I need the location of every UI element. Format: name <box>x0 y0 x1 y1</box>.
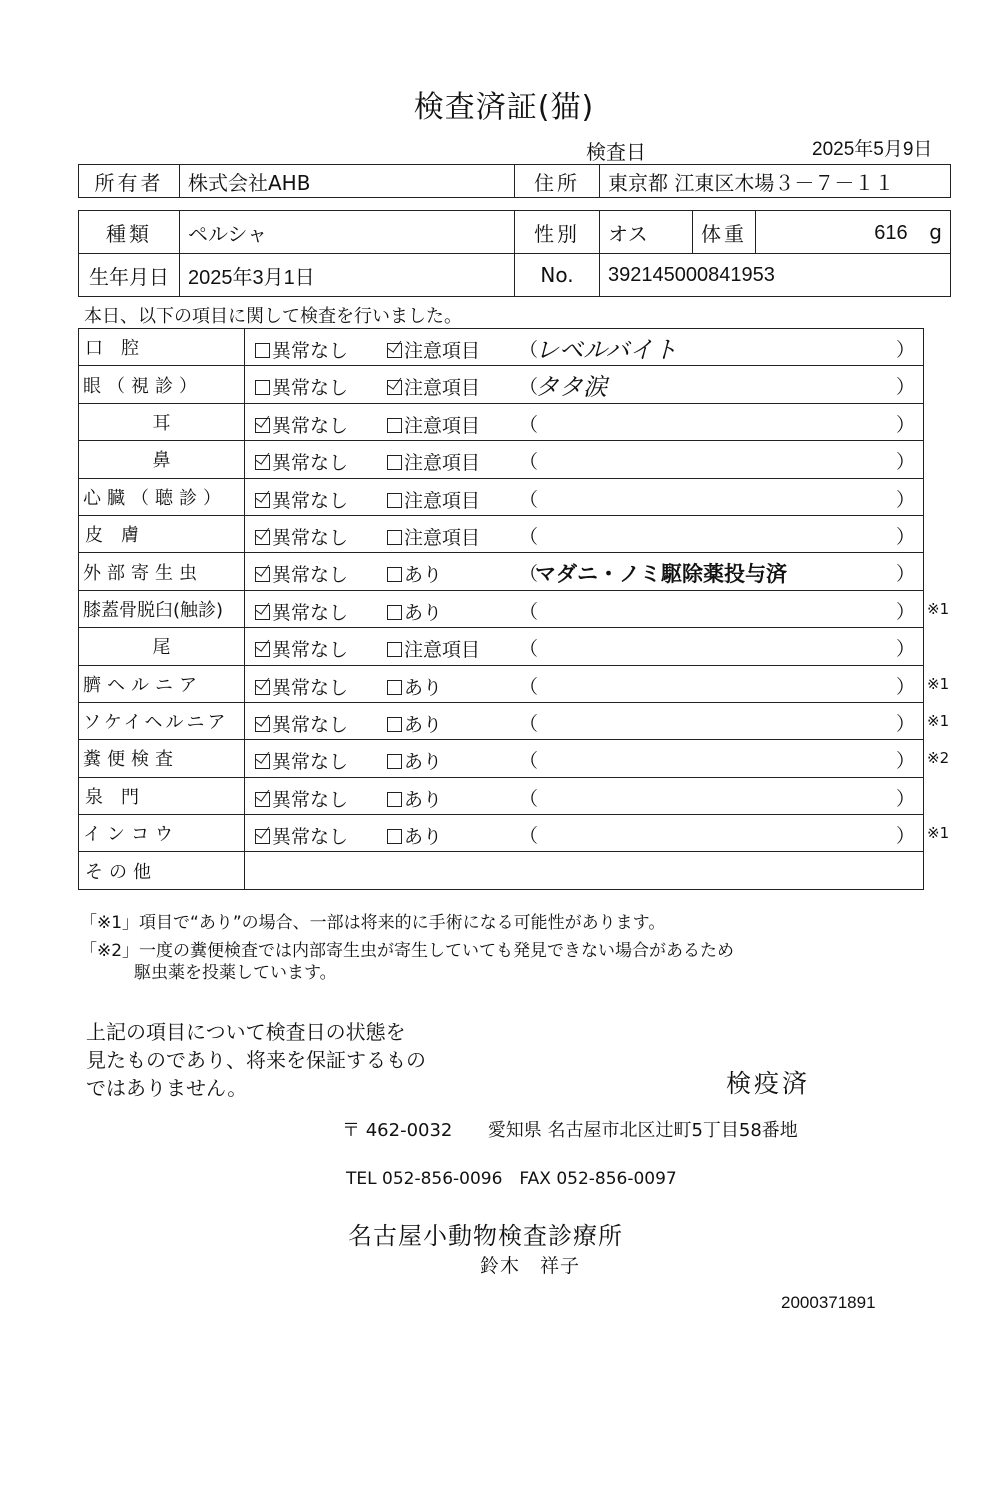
checkbox-icon <box>255 829 270 844</box>
birth-label: 生年月日 <box>79 254 180 297</box>
finding-option <box>387 747 442 774</box>
paren-close: ） <box>895 750 915 773</box>
option-label: 異常なし <box>272 826 349 849</box>
option-label: 注意項目 <box>404 526 481 549</box>
checkbox-icon <box>255 792 270 807</box>
checkbox-icon <box>255 493 270 508</box>
paren-close: ） <box>895 787 915 810</box>
paren-open: （ <box>519 712 539 735</box>
breed-label: 種類 <box>79 211 180 254</box>
breed-value: ペルシャ <box>180 211 515 254</box>
finding-option <box>387 635 480 662</box>
item-label: 臍ヘルニア <box>79 666 245 702</box>
table-row <box>79 703 950 740</box>
option-label: 異常なし <box>272 340 349 362</box>
checkbox-icon <box>387 717 402 732</box>
remark-text: レベルバイト <box>535 336 678 364</box>
table-row <box>79 516 924 553</box>
option-label: あり <box>404 788 443 811</box>
paren-open: （ <box>519 638 539 661</box>
finding-option <box>387 785 442 812</box>
sex-label: 性別 <box>515 211 600 254</box>
note-mark: ※1 <box>927 599 950 618</box>
checkbox-icon <box>255 567 270 582</box>
paren-close: ） <box>895 712 915 735</box>
note-mark: ※1 <box>927 824 950 843</box>
normal-option <box>255 560 348 587</box>
finding-option <box>387 336 480 363</box>
option-label: 異常なし <box>272 526 349 549</box>
finding-option <box>387 598 442 625</box>
option-label: 異常なし <box>272 676 349 699</box>
option-label: あり <box>404 676 443 699</box>
checkbox-icon <box>387 829 402 844</box>
table-row <box>79 591 950 628</box>
checkbox-icon <box>255 455 270 470</box>
option-label: 注意項目 <box>404 340 481 362</box>
item-label: 眼（視診） <box>79 366 245 402</box>
item-label: その他 <box>79 852 245 888</box>
checkbox-icon <box>255 754 270 769</box>
checkbox-icon <box>387 418 402 433</box>
paren-close: ） <box>895 638 915 661</box>
address-value: 東京都 江東区木場３－７－１１ <box>600 165 951 198</box>
paren-close: ） <box>895 525 915 548</box>
item-label: 泉 門 <box>79 778 245 814</box>
option-label: 異常なし <box>272 377 349 400</box>
option-label: 注意項目 <box>404 639 481 662</box>
exam-date-value: 2025年5月9日 <box>812 139 933 160</box>
pet-table <box>78 210 951 297</box>
finding-option <box>387 673 442 700</box>
normal-option <box>255 598 348 625</box>
birth-value: 2025年3月1日 <box>180 254 515 297</box>
table-row <box>79 553 924 590</box>
paren-open: （ <box>519 339 539 361</box>
option-label: 異常なし <box>272 452 349 475</box>
normal-option <box>255 635 348 662</box>
paren-open: （ <box>519 825 539 848</box>
normal-option <box>255 785 348 812</box>
normal-option <box>255 448 348 475</box>
table-row <box>79 329 924 366</box>
owner-table <box>78 164 951 198</box>
normal-option <box>255 747 348 774</box>
table-row <box>79 628 924 665</box>
checkbox-icon <box>387 530 402 545</box>
checkbox-icon <box>387 567 402 582</box>
option-label: あり <box>404 751 443 774</box>
checkbox-icon <box>255 380 270 395</box>
clinic-name: 名古屋小動物検査診療所 <box>348 1222 623 1250</box>
option-label: 異常なし <box>272 639 349 662</box>
doctor-name: 鈴木 祥子 <box>480 1255 581 1277</box>
normal-option <box>255 822 348 849</box>
weight-unit: g <box>929 219 942 244</box>
table-row <box>79 666 950 703</box>
paren-close: ） <box>895 488 915 511</box>
document-number: 2000371891 <box>781 1293 876 1312</box>
paren-close: ） <box>895 376 915 399</box>
normal-option <box>255 336 348 363</box>
item-label: インコウ <box>79 815 245 851</box>
normal-option <box>255 411 348 438</box>
paren-open: （ <box>519 750 539 773</box>
owner-value: 株式会社AHB <box>180 165 515 198</box>
quarantine-stamp: 検疫済 <box>726 1069 811 1098</box>
checkbox-icon <box>255 680 270 695</box>
checkbox-icon <box>387 493 402 508</box>
paren-close: ） <box>895 413 915 436</box>
remark-text: タタ涙 <box>535 373 607 402</box>
finding-option <box>387 523 480 550</box>
inspection-table <box>78 328 950 890</box>
finding-option <box>387 560 442 587</box>
option-label: 注意項目 <box>404 377 481 400</box>
table-row <box>79 852 924 889</box>
exam-date-label: 検査日 <box>586 140 646 164</box>
item-label: 外部寄生虫 <box>79 553 245 589</box>
checkbox-icon <box>387 792 402 807</box>
item-label: 尾 <box>79 628 245 664</box>
paren-close: ） <box>895 675 915 698</box>
item-label: 皮 膚 <box>79 516 245 552</box>
checkbox-icon <box>255 605 270 620</box>
paren-close: ） <box>895 563 915 586</box>
option-label: 異常なし <box>272 751 349 774</box>
disclaimer-line: 上記の項目について検査日の状態を <box>86 1020 406 1044</box>
table-row <box>79 740 950 777</box>
paren-open: （ <box>519 675 539 698</box>
note-mark: ※1 <box>927 711 950 730</box>
table-row <box>79 441 924 478</box>
document-title: 検査済証(猫) <box>413 90 595 125</box>
option-label: あり <box>404 601 443 624</box>
paren-open: （ <box>519 451 539 474</box>
checkbox-icon <box>387 380 402 395</box>
disclaimer-line: 見たものであり、将来を保証するもの <box>86 1048 426 1072</box>
item-label: 耳 <box>79 404 245 440</box>
table-row <box>79 778 924 815</box>
finding-option <box>387 486 480 513</box>
item-label: 心臓（聴診） <box>79 479 245 515</box>
table-row <box>79 479 924 516</box>
paren-open: （ <box>519 600 539 623</box>
checkbox-icon <box>255 530 270 545</box>
paren-open: （ <box>519 563 539 586</box>
clinic-zip: 〒 462-0032 <box>342 1120 453 1141</box>
no-value: 392145000841953 <box>600 254 951 297</box>
remark-text: マダニ・ノミ駆除薬投与済 <box>535 562 787 587</box>
option-label: 異常なし <box>272 564 349 587</box>
option-label: 異常なし <box>272 489 349 512</box>
checkbox-icon <box>387 754 402 769</box>
option-label: あり <box>404 826 443 849</box>
paren-open: （ <box>519 376 539 399</box>
checkbox-icon <box>387 642 402 657</box>
paren-close: ） <box>895 451 915 474</box>
table-row <box>79 366 924 403</box>
item-label: 膝蓋骨脱臼(触診) <box>79 591 245 627</box>
option-label: 異常なし <box>272 713 349 736</box>
normal-option <box>255 710 348 737</box>
weight-value: 616 <box>874 221 908 244</box>
finding-option <box>387 373 480 400</box>
option-label: 注意項目 <box>404 452 481 475</box>
normal-option <box>255 523 348 550</box>
clinic-address <box>342 1116 798 1142</box>
normal-option <box>255 373 348 400</box>
option-label: 異常なし <box>272 601 349 624</box>
intro-text: 本日、以下の項目に関して検査を行いました。 <box>84 306 462 327</box>
weight-cell <box>756 211 951 254</box>
address-label: 住所 <box>515 165 600 198</box>
paren-close: ） <box>895 600 915 623</box>
table-row <box>79 404 924 441</box>
normal-option <box>255 673 348 700</box>
option-label: あり <box>404 564 443 587</box>
note-mark: ※2 <box>927 749 950 768</box>
finding-option <box>387 710 442 737</box>
footnote-1: 「※1」項目で“あり”の場合、一部は将来的に手術になる可能性があります。 <box>80 913 666 933</box>
sex-value: オス <box>600 211 693 254</box>
option-label: 注意項目 <box>404 414 481 437</box>
paren-close: ） <box>895 825 915 848</box>
option-label: 注意項目 <box>404 489 481 512</box>
finding-option <box>387 411 480 438</box>
item-label: 鼻 <box>79 441 245 477</box>
checkbox-icon <box>387 455 402 470</box>
option-label: 異常なし <box>272 414 349 437</box>
option-label: あり <box>404 713 443 736</box>
paren-close: ） <box>895 339 915 361</box>
paren-open: （ <box>519 488 539 511</box>
paren-open: （ <box>519 413 539 436</box>
clinic-address-text: 愛知県 名古屋市北区辻町5丁目58番地 <box>487 1120 798 1141</box>
paren-open: （ <box>519 787 539 810</box>
option-label: 異常なし <box>272 788 349 811</box>
checkbox-icon <box>387 680 402 695</box>
paren-open: （ <box>519 525 539 548</box>
finding-option <box>387 448 480 475</box>
footnote-2-cont: 駆虫薬を投薬しています。 <box>134 963 337 983</box>
checkbox-icon <box>255 418 270 433</box>
normal-option <box>255 486 348 513</box>
note-mark: ※1 <box>927 674 950 693</box>
disclaimer <box>86 1018 426 1102</box>
checkbox-icon <box>255 343 270 358</box>
table-row <box>79 815 950 852</box>
checkbox-icon <box>387 343 402 358</box>
checkbox-icon <box>255 642 270 657</box>
weight-label: 体重 <box>693 211 756 254</box>
finding-option <box>387 822 442 849</box>
item-label: 口 腔 <box>79 329 245 365</box>
no-label: No. <box>515 254 600 297</box>
disclaimer-line: ではありません。 <box>86 1076 248 1100</box>
item-label: 糞便検査 <box>79 740 245 776</box>
owner-label: 所有者 <box>79 165 180 198</box>
checkbox-icon <box>255 717 270 732</box>
clinic-tel-fax: TEL 052-856-0096 FAX 052-856-0097 <box>346 1169 677 1189</box>
checkbox-icon <box>387 605 402 620</box>
footnote-2: 「※2」一度の糞便検査では内部寄生虫が寄生していても発見できない場合があるため <box>80 941 735 961</box>
item-label: ソケイヘルニア <box>79 703 245 739</box>
